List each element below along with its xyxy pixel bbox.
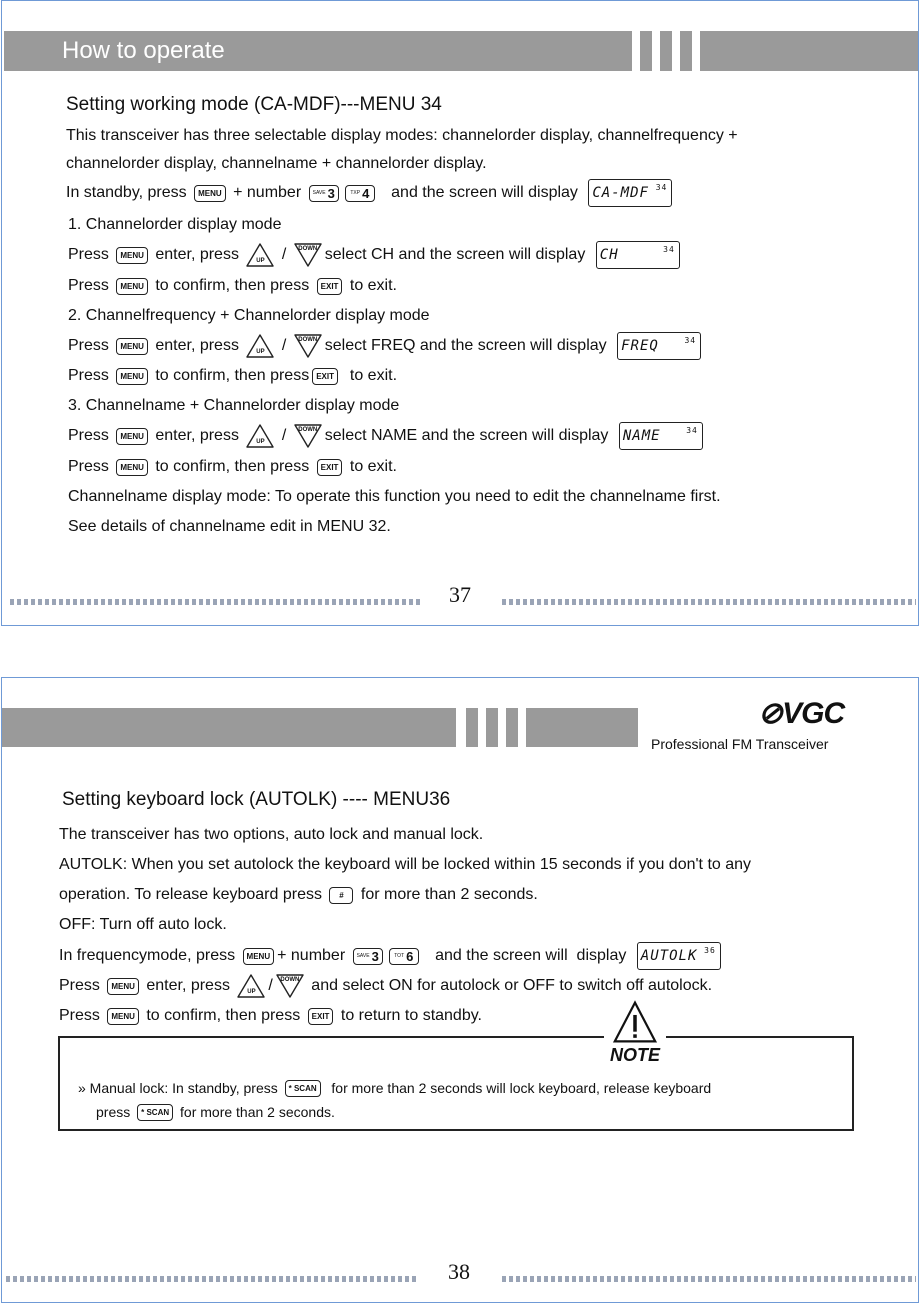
key-4-icon (345, 185, 375, 202)
key-menu-icon (107, 1008, 139, 1025)
key-label: EXIT (320, 281, 339, 291)
down-arrow-key-icon (276, 974, 304, 998)
key-6-icon (389, 948, 419, 965)
text: Press (68, 277, 114, 294)
text-line (66, 152, 487, 176)
lcd-display (588, 179, 672, 207)
key-label: MENU (111, 1011, 135, 1021)
note-box (58, 1036, 854, 1131)
text-line (59, 944, 721, 968)
lcd-channel: 34 (655, 183, 668, 192)
tagline: Professional FM Transceiver (651, 736, 829, 752)
lcd-channel: 34 (684, 336, 697, 345)
up-arrow-key-icon (237, 974, 265, 998)
lcd-channel: 34 (663, 245, 675, 254)
text-line (68, 485, 721, 509)
arrow-key-label: UP (256, 349, 265, 355)
key-menu-icon (107, 978, 139, 995)
text-line (68, 304, 430, 328)
text: enter, press (150, 246, 244, 263)
down-arrow-key-icon (294, 424, 322, 448)
note-badge (604, 1000, 666, 1070)
text: / (277, 246, 291, 263)
key-scan-icon (285, 1080, 321, 1097)
header-block (526, 708, 638, 747)
text: Press (68, 246, 114, 263)
key-menu-icon (116, 368, 148, 385)
page-number: 37 (449, 582, 471, 607)
text: and select ON for autolock or OFF to switch off autolock. (306, 977, 713, 994)
text: press (96, 1104, 135, 1120)
heading (62, 788, 450, 812)
lcd-channel: 36 (704, 946, 716, 955)
divider (6, 1276, 418, 1282)
key-label: EXIT (316, 371, 334, 381)
text: + number (228, 184, 306, 201)
text: to confirm, then press (150, 458, 314, 475)
divider (502, 1276, 916, 1282)
up-arrow-key-icon (246, 424, 274, 448)
text: Press (59, 1007, 105, 1024)
heading (66, 93, 442, 117)
text: for more than 2 seconds. (176, 1104, 335, 1120)
arrow-key-label: UP (256, 439, 265, 445)
text: Press (68, 337, 114, 354)
key-sublabel: TOT (394, 953, 405, 959)
text-line (68, 334, 701, 358)
text-line (66, 181, 672, 205)
arrow-key-label: DOWN (298, 246, 318, 252)
text: Setting working mode (CA-MDF)---MENU 34 (66, 94, 442, 115)
text-line (68, 243, 680, 267)
lcd-text: CA-MDF (592, 185, 649, 201)
key-menu-icon (116, 278, 148, 295)
up-arrow-key-icon (246, 334, 274, 358)
down-arrow-key-icon (294, 243, 322, 267)
lcd-text: CH (599, 247, 619, 263)
text: In frequencymode, press (59, 947, 240, 964)
stripe (466, 708, 478, 747)
up-arrow-key-icon (246, 243, 274, 267)
text: operation. To release keyboard press (59, 886, 327, 903)
lcd-text: NAME (622, 428, 661, 444)
page-37 (1, 0, 919, 626)
key-exit-icon (317, 459, 343, 476)
key--icon (329, 887, 353, 904)
text-line (59, 913, 227, 937)
text-line (68, 274, 397, 298)
key-menu-icon (116, 338, 148, 355)
text-line (59, 853, 751, 877)
header-bar-right (700, 31, 918, 71)
text: / (277, 427, 291, 444)
arrow-key-label: UP (247, 989, 256, 995)
lcd-channel: 34 (686, 426, 698, 435)
text-line (68, 394, 399, 418)
key-sublabel: TXP (350, 190, 361, 196)
text: select CH and the screen will display (324, 246, 590, 263)
text: This transceiver has three selectable display modes: channelorder display, channelfrequency + (66, 127, 738, 144)
text: AUTOLK: When you set autolock the keyboard will be locked within 15 seconds if you don't to any (59, 856, 752, 873)
text: to exit. (345, 277, 397, 294)
text: + number (277, 947, 350, 964)
key-label: 3 (371, 948, 379, 964)
key-label: # (339, 890, 344, 900)
text-line (78, 1078, 711, 1098)
divider (10, 599, 420, 605)
stripe (640, 31, 652, 71)
lcd-display (619, 422, 703, 450)
text: enter, press (150, 337, 244, 354)
text-line (68, 515, 391, 539)
text: In standby, press (66, 184, 192, 201)
text: Press (68, 367, 114, 384)
text: select NAME and the screen will display (324, 427, 613, 444)
stripe (506, 708, 518, 747)
text: enter, press (150, 427, 244, 444)
arrow-key-label: UP (256, 258, 265, 264)
text-line (96, 1102, 335, 1122)
key-scan-icon (137, 1104, 173, 1121)
key-label: 3 (327, 185, 335, 201)
key-sublabel: SAVE (312, 190, 326, 196)
key-exit-icon (312, 368, 338, 385)
page-38 (1, 677, 919, 1303)
key-label: MENU (120, 250, 144, 260)
text: 1. Channelorder display mode (68, 216, 282, 233)
key-label: * SCAN (141, 1107, 170, 1117)
page-number: 38 (448, 1259, 470, 1284)
stripe (486, 708, 498, 747)
key-label: MENU (111, 981, 135, 991)
divider (502, 599, 916, 605)
text: Press (59, 977, 105, 994)
text: See details of channelname edit in MENU 32. (68, 518, 391, 535)
text-line (59, 1004, 482, 1028)
text: channelorder display, channelname + channelorder display. (66, 155, 487, 172)
key-label: EXIT (311, 1011, 330, 1021)
key-label: MENU (120, 371, 144, 381)
text-line (66, 124, 738, 148)
lcd-text: AUTOLK (640, 948, 698, 964)
text: to return to standby. (336, 1007, 482, 1024)
text: The transceiver has two options, auto lock and manual lock. (59, 826, 484, 843)
text: » Manual lock: In standby, press (78, 1080, 282, 1096)
text-line (68, 364, 397, 388)
key-menu-icon (243, 948, 275, 965)
text: / (277, 337, 291, 354)
text: to exit. (345, 458, 397, 475)
key-label: MENU (120, 462, 144, 472)
text-line (68, 213, 281, 237)
key-label: MENU (120, 281, 144, 291)
arrow-key-label: DOWN (298, 337, 318, 343)
key-label: 4 (362, 185, 370, 201)
key-menu-icon (116, 247, 148, 264)
text-line (68, 424, 703, 448)
lcd-text: FREQ (621, 338, 659, 354)
key-label: 6 (406, 948, 414, 964)
text: Channelname display mode: To operate this function you need to edit the channelname first. (68, 488, 721, 505)
key-menu-icon (116, 428, 148, 445)
key-exit-icon (308, 1008, 334, 1025)
text: and the screen will display (377, 184, 583, 201)
key-sublabel: SAVE (356, 953, 370, 959)
text: Setting keyboard lock (AUTOLK) ---- MENU36 (62, 789, 451, 810)
key-3-icon (309, 185, 339, 202)
key-menu-icon (194, 185, 226, 202)
note-label: NOTE (609, 1045, 660, 1065)
text: to confirm, then press (150, 277, 314, 294)
text-line (68, 455, 397, 479)
text: for more than 2 seconds. (356, 886, 538, 903)
text: to exit. (340, 367, 398, 384)
text: 2. Channelfrequency + Channelorder display mode (68, 307, 430, 324)
text-line (59, 883, 538, 907)
lcd-display (596, 241, 680, 269)
text: select FREQ and the screen will display (324, 337, 612, 354)
text: 3. Channelname + Channelorder display mode (68, 397, 400, 414)
key-label: MENU (120, 431, 144, 441)
text: Press (68, 458, 114, 475)
text-line (59, 974, 712, 998)
key-label: MENU (246, 951, 271, 961)
key-exit-icon (317, 278, 343, 295)
key-3-icon (353, 948, 383, 965)
text: enter, press (141, 977, 235, 994)
key-label: EXIT (320, 462, 339, 472)
text: and the screen will display (421, 947, 631, 964)
header-bar (2, 708, 456, 747)
section-title: How to operate (62, 37, 225, 64)
text: Press (68, 427, 114, 444)
key-label: * SCAN (288, 1083, 317, 1093)
warning-icon (612, 1000, 658, 1044)
lcd-display (617, 332, 701, 360)
text: to confirm, then press (150, 367, 310, 384)
text: to confirm, then press (141, 1007, 305, 1024)
down-arrow-key-icon (294, 334, 322, 358)
text: for more than 2 seconds will lock keyboard, release keyboard (323, 1080, 712, 1096)
stripe (680, 31, 692, 71)
brand-logo: ⊘VGC (758, 697, 845, 730)
key-label: MENU (198, 188, 222, 198)
text: OFF: Turn off auto lock. (59, 916, 227, 933)
arrow-key-label: DOWN (280, 977, 300, 983)
text-line (59, 823, 483, 847)
lcd-display (637, 942, 721, 970)
text: / (268, 977, 273, 994)
key-label: MENU (120, 341, 144, 351)
key-menu-icon (116, 459, 148, 476)
stripe (660, 31, 672, 71)
arrow-key-label: DOWN (298, 427, 318, 433)
